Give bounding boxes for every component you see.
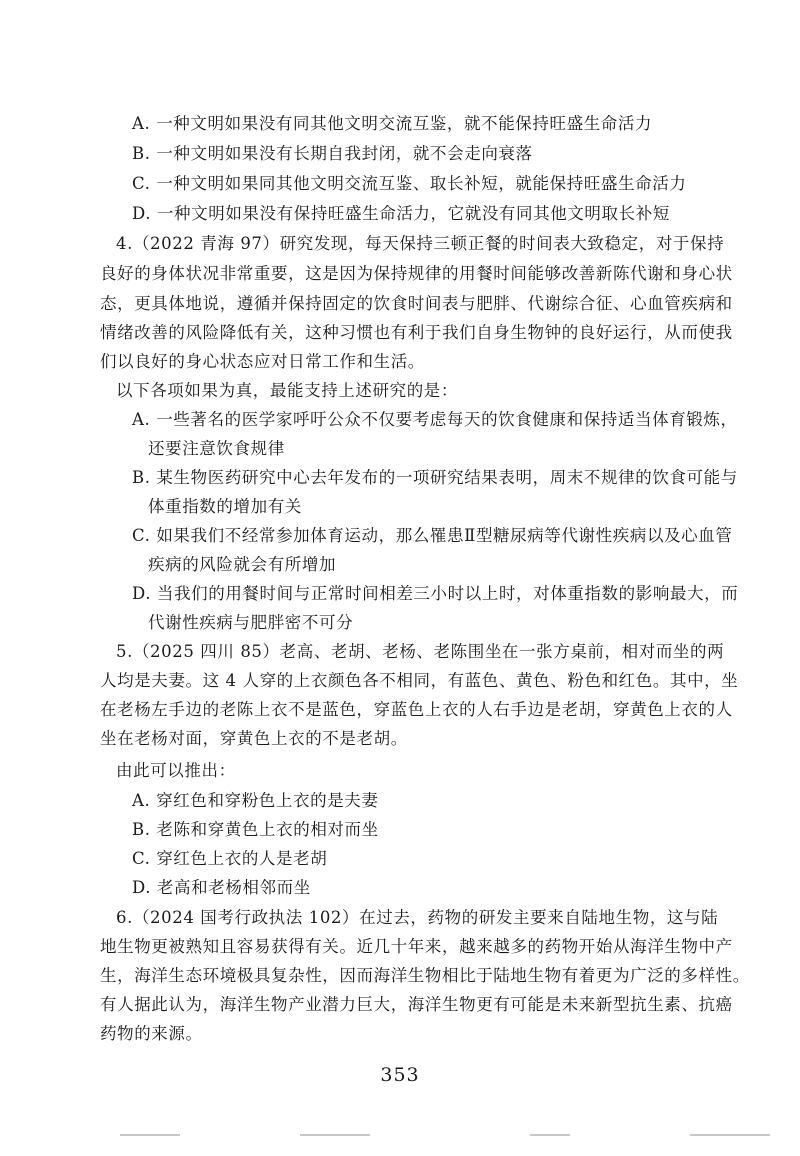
q6-stem-line: 地生物更被熟知且容易获得有关。近几十年来，越来越多的药物开始从海洋生物中产	[100, 937, 733, 956]
scan-artifact	[690, 1134, 770, 1136]
q3-option-a: A. 一种文明如果没有同其他文明交流互鉴，就不能保持旺盛生命活力	[132, 114, 653, 133]
q3-option-b: B. 一种文明如果没有长期自我封闭，就不会走向衰落	[132, 144, 533, 163]
q6-stem-line: 有人据此认为，海洋生物产业潜力巨大，海洋生物更有可能是未来新型抗生素、抗癌	[100, 995, 733, 1014]
q4-stem-line: 4.（2022 青海 97）研究发现，每天保持三顿正餐的时间表大致稳定，对于保持	[116, 234, 725, 253]
q5-option-d: D. 老高和老杨相邻而坐	[132, 878, 311, 897]
q5-prompt: 由此可以推出：	[116, 761, 236, 780]
scan-artifact	[300, 1134, 370, 1136]
q5-stem-line: 在老杨左手边的老陈上衣不是蓝色，穿蓝色上衣的人右手边是老胡，穿黄色上衣的人	[100, 700, 733, 719]
q4-stem-line: 情绪改善的风险降低有关，这种习惯也有利于我们自身生物钟的良好运行，从而使我	[100, 323, 733, 342]
q4-option-b: B. 某生物医药研究中心去年发布的一项研究结果表明，周末不规律的饮食可能与	[132, 468, 738, 487]
q4-stem-line: 良好的身体状况非常重要，这是因为保持规律的用餐时间能够改善新陈代谢和身心状	[100, 264, 733, 283]
q3-option-c: C. 一种文明如果同其他文明交流互鉴、取长补短，就能保持旺盛生命活力	[132, 174, 687, 193]
q4-prompt: 以下各项如果为真，最能支持上述研究的是：	[116, 381, 458, 400]
q4-option-a-cont: 还要注意饮食规律	[148, 439, 285, 458]
q4-option-a: A. 一些著名的医学家呼吁公众不仅要考虑每天的饮食健康和保持适当体育锻炼，	[132, 410, 738, 429]
q6-stem-line: 药物的来源。	[100, 1024, 203, 1043]
scan-artifact	[530, 1134, 570, 1136]
q4-option-c: C. 如果我们不经常参加体育运动，那么罹患Ⅱ型糖尿病等代谢性疾病以及心血管	[132, 526, 733, 545]
q4-option-b-cont: 体重指数的增加有关	[148, 497, 302, 516]
q6-stem-line: 6.（2024 国考行政执法 102）在过去，药物的研发主要来自陆地生物，这与陆	[116, 908, 719, 927]
q5-option-a: A. 穿红色和穿粉色上衣的是夫妻	[132, 791, 379, 810]
q4-option-d-cont: 代谢性疾病与肥胖密不可分	[148, 613, 354, 632]
q4-option-d: D. 当我们的用餐时间与正常时间相差三小时以上时，对体重指数的影响最大，而	[132, 584, 739, 603]
q4-option-c-cont: 疾病的风险就会有所增加	[148, 555, 337, 574]
q4-stem-line: 们以良好的身心状态应对日常工作和生活。	[100, 352, 425, 371]
scan-artifact	[120, 1134, 180, 1136]
q5-stem-line: 人均是夫妻。这 4 人穿的上衣颜色各不相同，有蓝色、黄色、粉色和红色。其中，坐	[100, 671, 739, 690]
q5-option-c: C. 穿红色上衣的人是老胡	[132, 849, 328, 868]
page-number: 353	[380, 1064, 420, 1086]
q6-stem-line: 生，海洋生态环境极具复杂性，因而海洋生物相比于陆地生物有着更为广泛的多样性。	[100, 966, 750, 985]
q5-stem-line: 5.（2025 四川 85）老高、老胡、老杨、老陈围坐在一张方桌前，相对而坐的两	[116, 642, 725, 661]
q5-option-b: B. 老陈和穿黄色上衣的相对而坐	[132, 820, 379, 839]
q3-option-d: D. 一种文明如果没有保持旺盛生命活力，它就没有同其他文明取长补短	[132, 204, 670, 223]
q5-stem-line: 坐在老杨对面，穿黄色上衣的不是老胡。	[100, 729, 408, 748]
q4-stem-line: 态，更具体地说，遵循并保持固定的饮食时间表与肥胖、代谢综合征、心血管疾病和	[100, 294, 733, 313]
